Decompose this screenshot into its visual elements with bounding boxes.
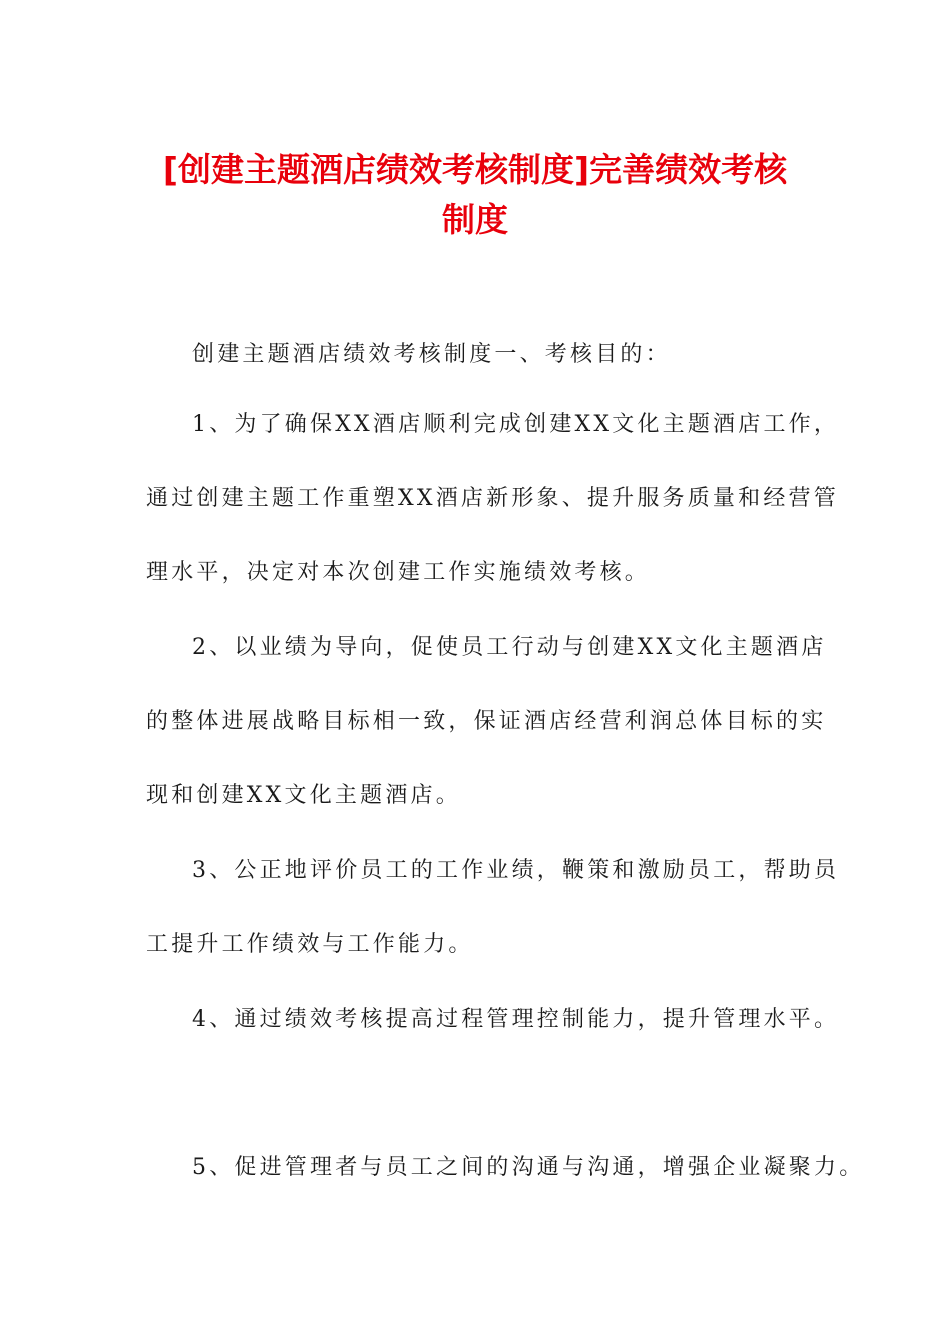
paragraph-1-line-1: 1、为了确保XX酒店顺利完成创建XX文化主题酒店工作， [192, 412, 840, 437]
paragraph-3-line-1: 3、公正地评价员工的工作业绩，鞭策和激励员工，帮助员 [192, 858, 840, 883]
paragraph-5-line-1: 5、促进管理者与员工之间的沟通与沟通，增强企业凝聚力。 [192, 1155, 865, 1180]
document-title-line-2: 制度 [442, 200, 508, 239]
paragraph-2-line-2: 的整体进展战略目标相一致，保证酒店经营利润总体目标的实 [146, 709, 827, 734]
paragraph-intro: 创建主题酒店绩效考核制度一、考核目的： [192, 342, 671, 367]
document-title-line-1: [创建主题酒店绩效考核制度]完善绩效考核 [162, 150, 788, 189]
paragraph-3-line-2: 工提升工作绩效与工作能力。 [146, 932, 474, 957]
paragraph-1-line-3: 理水平，决定对本次创建工作实施绩效考核。 [146, 560, 651, 585]
paragraph-1-line-2: 通过创建主题工作重塑XX酒店新形象、提升服务质量和经营管 [146, 486, 839, 511]
paragraph-2-line-3: 现和创建XX文化主题酒店。 [146, 783, 461, 808]
paragraph-2-line-1: 2、以业绩为导向，促使员工行动与创建XX文化主题酒店 [192, 635, 827, 660]
paragraph-4-line-1: 4、通过绩效考核提高过程管理控制能力，提升管理水平。 [192, 1007, 840, 1032]
